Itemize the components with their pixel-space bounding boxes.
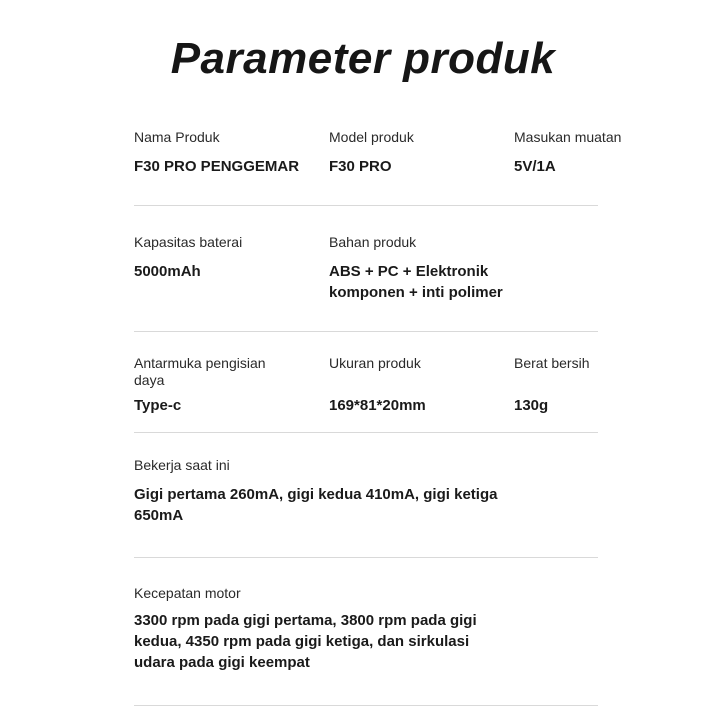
value-product-model: F30 PRO — [329, 158, 392, 175]
label-net-weight: Berat bersih — [514, 355, 590, 371]
value-product-material: ABS + PC + Elektronik komponen + inti polimer — [329, 263, 503, 301]
label-product-model: Model produk — [329, 129, 414, 145]
value-motor-speed: 3300 rpm pada gigi pertama, 3800 rpm pada gigi kedua, 4350 rpm pada gigi ketiga, dan sirkulasi udara pada gigi keempat — [134, 612, 477, 671]
row-divider — [134, 705, 598, 706]
label-input-charge: Masukan muatan — [514, 129, 622, 145]
row-divider — [134, 432, 598, 433]
value-working-current: Gigi pertama 260mA, gigi kedua 410mA, gigi ketiga 650mA — [134, 486, 498, 524]
label-working-current: Bekerja saat ini — [134, 457, 230, 473]
row-divider — [134, 331, 598, 332]
value-product-size: 169*81*20mm — [329, 397, 426, 414]
value-net-weight: 130g — [514, 397, 549, 414]
row-divider — [134, 205, 598, 206]
label-product-size: Ukuran produk — [329, 355, 421, 371]
value-charging-interface: Type-c — [134, 397, 182, 414]
value-battery-capacity: 5000mAh — [134, 263, 201, 280]
label-motor-speed: Kecepatan motor — [134, 585, 241, 601]
label-battery-capacity: Kapasitas baterai — [134, 234, 243, 250]
value-input-charge: 5V/1A — [514, 158, 556, 175]
row-divider — [134, 557, 598, 558]
value-product-name: F30 PRO PENGGEMAR — [134, 158, 300, 175]
label-product-name: Nama Produk — [134, 129, 220, 145]
label-charging-interface: Antarmuka pengisian daya — [134, 355, 266, 388]
page-title: Parameter produk — [170, 34, 556, 83]
label-product-material: Bahan produk — [329, 234, 417, 250]
